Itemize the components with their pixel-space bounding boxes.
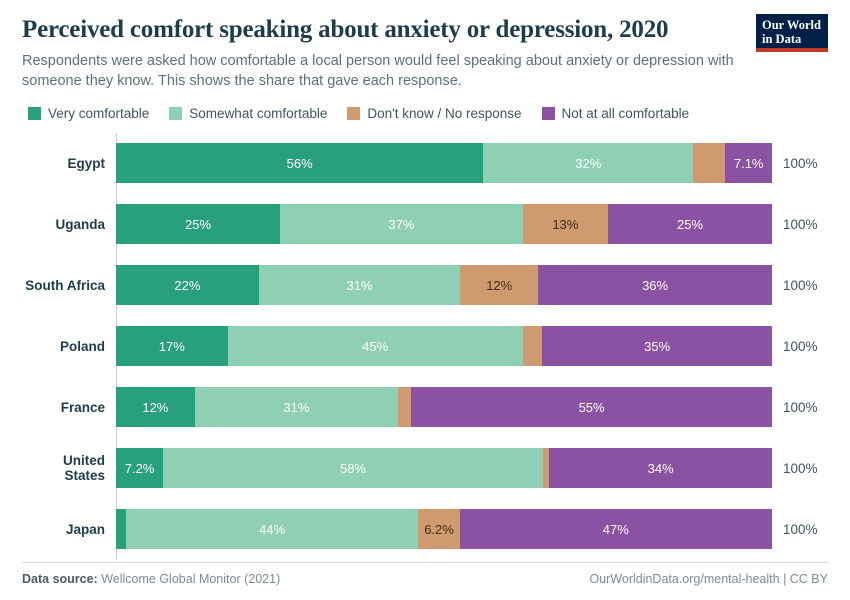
legend-swatch-icon [169,107,182,120]
stacked-bar [116,509,772,549]
bar-segment[interactable] [116,387,195,427]
data-source [22,572,280,586]
row-total-label: 100% [783,277,818,293]
bar-segment[interactable] [398,387,411,427]
bar-segment[interactable] [542,326,772,366]
bar-segment-label: 34% [647,460,674,476]
row-total-label: 100% [783,338,818,354]
bar-segment-label: 55% [578,399,605,415]
bar-segment[interactable] [280,204,523,244]
bar-wrapper [116,387,772,427]
bar-segment[interactable] [163,448,543,488]
legend-swatch-icon [542,107,555,120]
bar-wrapper [116,509,772,549]
row-label: Uganda [55,216,105,232]
chart-area [22,133,828,560]
data-source-text: Wellcome Global Monitor (2021) [101,572,281,586]
stacked-bar [116,143,772,183]
logo-line-1: Our World [762,18,821,32]
chart-row[interactable] [22,194,828,255]
bar-segment-label: 7.1% [733,155,764,171]
bar-segment[interactable] [126,509,418,549]
bar-segment[interactable] [228,326,523,366]
bar-wrapper [116,448,772,488]
row-label: Poland [59,338,105,354]
bar-wrapper [116,204,772,244]
stacked-bar [116,448,772,488]
bar-segment[interactable] [418,509,459,549]
bar-segment[interactable] [608,204,772,244]
bar-segment[interactable] [460,265,538,305]
legend-label: Not at all comfortable [561,105,690,121]
bar-segment-label: 22% [174,277,201,293]
legend-label: Somewhat comfortable [189,105,328,121]
row-total-label: 100% [783,399,818,415]
row-total-label: 100% [783,460,818,476]
chart-row[interactable] [22,377,828,438]
bar-segment[interactable] [116,326,228,366]
legend-item[interactable] [169,106,327,121]
bar-wrapper [116,326,772,366]
bar-segment-label: 36% [642,277,669,293]
page-subtitle: Respondents were asked how comfortable a local person would feel speaking about anxiety or depression with someone they know. This shows the share that gave each response. [22,52,734,90]
stacked-bar [116,204,772,244]
bar-segment-label: 31% [283,399,310,415]
chart-row[interactable] [22,316,828,377]
bar-segment[interactable] [549,448,772,488]
bar-segment[interactable] [725,143,772,183]
bar-segment[interactable] [523,326,543,366]
bar-segment-label: 13% [552,216,579,232]
row-label: Egypt [67,155,105,171]
bar-segment[interactable] [116,204,280,244]
bar-segment-label: 31% [346,277,373,293]
bar-segment-label: 58% [339,460,366,476]
legend-item[interactable] [28,106,149,121]
legend-item[interactable] [542,106,690,121]
bar-segment-label: 45% [362,338,389,354]
bar-segment[interactable] [483,143,693,183]
owid-logo [756,14,828,52]
bar-segment-label: 56% [286,155,313,171]
bar-segment-label: 37% [388,216,415,232]
bar-segment[interactable] [460,509,772,549]
stacked-bar [116,326,772,366]
bar-segment-label: 17% [158,338,185,354]
bar-segment-label: 6.2% [424,521,454,537]
row-label: South Africa [25,277,105,293]
chart-legend [28,106,828,121]
bar-segment[interactable] [116,143,483,183]
bar-segment[interactable] [411,387,772,427]
footer-link[interactable]: OurWorldinData.org/mental-health | CC BY [589,572,828,586]
bar-segment-label: 25% [676,216,703,232]
bar-segment-label: 44% [259,521,286,537]
data-source-label: Data source: [22,572,98,586]
chart-rows [22,133,828,560]
row-label: Japan [65,521,105,537]
bar-wrapper [116,143,772,183]
stacked-bar [116,265,772,305]
bar-segment[interactable] [693,143,725,183]
row-label: France [60,399,105,415]
chart-row[interactable] [22,499,828,560]
bar-wrapper [116,265,772,305]
row-total-label: 100% [783,155,818,171]
chart-footer [22,562,828,586]
row-total-label: 100% [783,216,818,232]
row-total-label: 100% [783,521,818,537]
chart-row[interactable] [22,438,828,499]
legend-label: Very comfortable [48,105,150,121]
bar-segment[interactable] [116,265,259,305]
bar-segment[interactable] [116,509,126,549]
legend-swatch-icon [28,107,41,120]
bar-segment-label: 12% [142,399,169,415]
bar-segment[interactable] [116,448,163,488]
row-label: United States [63,453,105,484]
stacked-bar [116,387,772,427]
bar-segment-label: 25% [184,216,212,232]
logo-line-2: in Data [762,32,802,46]
bar-segment[interactable] [195,387,398,427]
bar-segment-label: 12% [486,277,513,293]
bar-segment[interactable] [538,265,772,305]
bar-segment-label: 35% [644,338,671,354]
legend-label: Don't know / No response [367,105,522,121]
legend-item[interactable] [347,106,521,121]
bar-segment[interactable] [523,204,608,244]
chart-row[interactable] [22,255,828,316]
page-title: Perceived comfort speaking about anxiety or depression, 2020 [22,16,669,43]
bar-segment-label: 47% [602,521,629,537]
bar-segment[interactable] [259,265,460,305]
bar-segment-label: 7.2% [124,460,155,476]
bar-segment-label: 32% [575,155,602,171]
legend-swatch-icon [347,107,360,120]
chart-row[interactable] [22,133,828,194]
